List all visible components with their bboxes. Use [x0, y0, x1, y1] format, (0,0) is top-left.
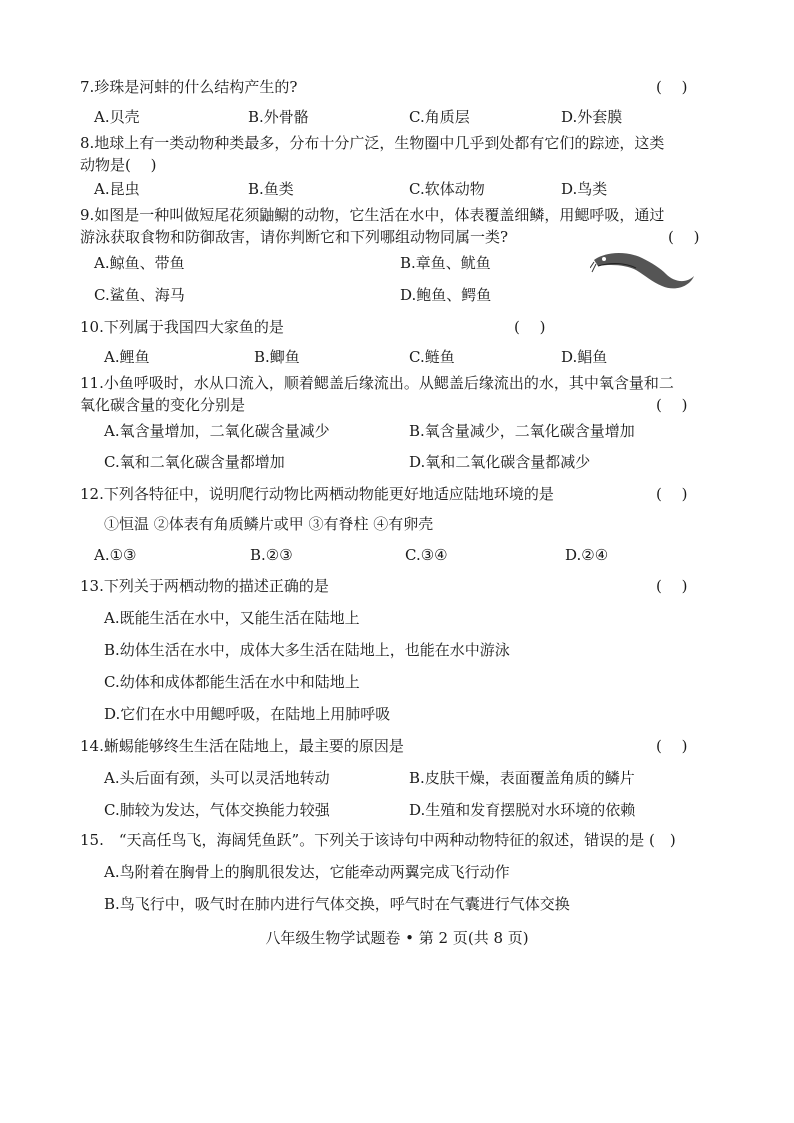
- question-11-stem-line1: 11.小鱼呼吸时，水从口流入，顺着鳃盖后缘流出。从鳃盖后缘流出的水，其中氧含量和二: [80, 374, 674, 392]
- option-b: B.氧含量减少，二氧化碳含量增加: [409, 422, 635, 440]
- option-b: B.章鱼、鱿鱼: [400, 254, 491, 272]
- option-a: A.贝壳: [94, 108, 140, 126]
- option-d: D.鲍鱼、鳄鱼: [400, 286, 492, 304]
- option-d: D.氧和二氧化碳含量都减少: [409, 453, 591, 471]
- option-a: A.昆虫: [94, 180, 140, 198]
- question-12-stem: 12.下列各特征中，说明爬行动物比两栖动物能更好地适应陆地环境的是: [80, 485, 554, 503]
- question-13-stem: 13.下列关于两栖动物的描述正确的是: [80, 577, 329, 595]
- question-7-stem: 7.珍珠是河蚌的什么结构产生的?: [80, 78, 298, 96]
- question-11-stem-line2: 氧化碳含量的变化分别是: [80, 396, 246, 414]
- answer-paren: ( ): [668, 228, 700, 246]
- question-9-stem-line2: 游泳获取食物和防御敌害，请你判断它和下列哪组动物同属一类?: [80, 228, 509, 246]
- option-a: A.鸟附着在胸骨上的胸肌很发达，它能牵动两翼完成飞行动作: [104, 863, 510, 881]
- option-b: B.鱼类: [248, 180, 294, 198]
- option-c: C.鲨鱼、海马: [94, 286, 185, 304]
- option-b: B.鲫鱼: [254, 348, 300, 366]
- option-a: A.①③: [94, 546, 137, 564]
- option-a: A.鲸鱼、带鱼: [94, 254, 185, 272]
- option-c: C.③④: [405, 546, 448, 564]
- option-d: D.鲳鱼: [561, 348, 608, 366]
- option-a: A.鲤鱼: [104, 348, 150, 366]
- option-a: A.既能生活在水中，又能生活在陆地上: [104, 609, 360, 627]
- option-d: D.②④: [565, 546, 609, 564]
- option-d: D.生殖和发育摆脱对水环境的依赖: [409, 801, 636, 819]
- option-c: C.幼体和成体都能生活在水中和陆地上: [104, 673, 360, 691]
- question-15-stem: 15. “天高任鸟飞，海阔凭鱼跃”。下列关于该诗句中两种动物特征的叙述，错误的是 ( ): [80, 831, 676, 849]
- question-8-stem-line2: 动物是( ): [80, 156, 157, 174]
- question-14-stem: 14.蜥蜴能够终生生活在陆地上，最主要的原因是: [80, 737, 404, 755]
- option-d: D.鸟类: [561, 180, 608, 198]
- question-9-stem-line1: 9.如图是一种叫做短尾花须鼬鳚的动物，它生活在水中，体表覆盖细鳞，用鳃呼吸，通过: [80, 206, 665, 224]
- option-c: C.氧和二氧化碳含量都增加: [104, 453, 285, 471]
- question-8-stem-line1: 8.地球上有一类动物种类最多，分布十分广泛，生物圈中几乎到处都有它们的踪迹，这类: [80, 134, 665, 152]
- answer-paren: ( ): [514, 318, 546, 336]
- option-c: C.鲢鱼: [409, 348, 455, 366]
- answer-paren: ( ): [656, 737, 688, 755]
- option-b: B.鸟飞行中，吸气时在肺内进行气体交换，呼气时在气囊进行气体交换: [104, 895, 570, 913]
- option-c: C.肺较为发达，气体交换能力较强: [104, 801, 330, 819]
- option-a: A.头后面有颈，头可以灵活地转动: [104, 769, 330, 787]
- option-c: C.软体动物: [409, 180, 485, 198]
- option-c: C.角质层: [409, 108, 470, 126]
- page-footer: 八年级生物学试题卷 • 第 2 页(共 8 页): [265, 929, 529, 947]
- answer-paren: ( ): [656, 485, 688, 503]
- option-b: B.外骨骼: [248, 108, 309, 126]
- eel-fish-illustration: [590, 246, 700, 294]
- option-d: D.它们在水中用鳃呼吸，在陆地上用肺呼吸: [104, 705, 391, 723]
- question-12-items: ①恒温 ②体表有角质鳞片或甲 ③有脊柱 ④有卵壳: [104, 515, 434, 533]
- option-a: A.氧含量增加，二氧化碳含量减少: [104, 422, 330, 440]
- option-b: B.幼体生活在水中，成体大多生活在陆地上，也能在水中游泳: [104, 641, 510, 659]
- answer-paren: ( ): [656, 78, 688, 96]
- answer-paren: ( ): [656, 577, 688, 595]
- question-10-stem: 10.下列属于我国四大家鱼的是: [80, 318, 284, 336]
- option-b: B.②③: [250, 546, 293, 564]
- answer-paren: ( ): [656, 396, 688, 414]
- option-d: D.外套膜: [561, 108, 623, 126]
- option-b: B.皮肤干燥，表面覆盖角质的鳞片: [409, 769, 635, 787]
